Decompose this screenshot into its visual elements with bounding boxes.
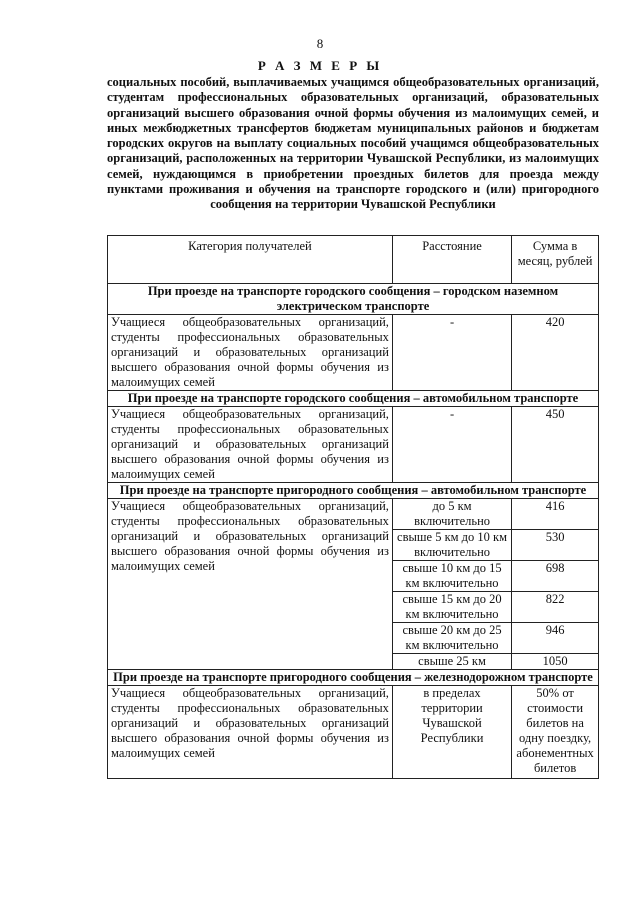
- amount-cell: 698: [512, 561, 599, 592]
- rates-table: [107, 235, 599, 779]
- recipient-category-cell: Учащиеся общеобразовательных организаций, студенты профессиональных образовательных организаций и образовательных организаций высшего образования очной формы обучения из малоимущих семей: [108, 499, 393, 670]
- section-title: При проезде на транспорте городского сообщения – городском наземном электрическом транспорте: [108, 284, 599, 315]
- document-subtitle: социальных пособий, выплачиваемых учащимся общеобразовательных организаций, студентам профессиональных образовательных организаций, образовательных организаций высшего образования очной формы обучения из малоимущих семей, и иных межбюджетных трансфертов бюджетам муниципальных районов и бюджетам городских округов на выплату социальных пособий учащимся общеобразовательных организаций, расположенных на территории Чувашской Республики, из малоимущих семей, нуждающимся в приобретении проездных билетов для проезда между пунктами проживания и обучения на транспорте городского и (или) пригородного сообщения на территории Чувашской Республики: [107, 75, 599, 212]
- distance-cell: свыше 10 км до 15 км включительно: [392, 561, 511, 592]
- section-title: При проезде на транспорте городского сообщения – автомобильном транспорте: [108, 391, 599, 407]
- amount-cell: 416: [512, 499, 599, 530]
- page-number: 8: [316, 36, 324, 51]
- distance-cell: -: [392, 315, 511, 391]
- header-sum: Сумма в месяц, рублей: [512, 236, 599, 284]
- section-header-row: [108, 391, 599, 407]
- section-header-row: [108, 284, 599, 315]
- amount-cell: 420: [512, 315, 599, 391]
- table-row: [108, 315, 599, 391]
- table-row: [108, 499, 599, 530]
- table-header-row: [108, 236, 599, 284]
- section-header-row: [108, 670, 599, 686]
- amount-cell: 822: [512, 592, 599, 623]
- document-title: Р А З М Е Р Ы: [257, 58, 383, 73]
- recipient-category-cell: Учащиеся общеобразовательных организаций, студенты профессиональных образовательных организаций и образовательных организаций высшего образования очной формы обучения из малоимущих семей: [108, 315, 393, 391]
- distance-cell: -: [392, 407, 511, 483]
- recipient-category-cell: Учащиеся общеобразовательных организаций, студенты профессиональных образовательных организаций и образовательных организаций высшего образования очной формы обучения из малоимущих семей: [108, 686, 393, 779]
- distance-cell: в пределах территории Чувашской Республики: [392, 686, 511, 779]
- table-row: [108, 407, 599, 483]
- amount-cell: 530: [512, 530, 599, 561]
- amount-cell: 450: [512, 407, 599, 483]
- header-category: Категория получателей: [108, 236, 393, 284]
- recipient-category-cell: Учащиеся общеобразовательных организаций, студенты профессиональных образовательных организаций и образовательных организаций высшего образования очной формы обучения из малоимущих семей: [108, 407, 393, 483]
- amount-cell: 50% от стоимости билетов на одну поездку, абонементных билетов: [512, 686, 599, 779]
- section-header-row: [108, 483, 599, 499]
- section-title: При проезде на транспорте пригородного сообщения – автомобильном транспорте: [108, 483, 599, 499]
- table-row: [108, 686, 599, 779]
- header-distance: Расстояние: [392, 236, 511, 284]
- distance-cell: свыше 25 км: [392, 654, 511, 670]
- distance-cell: свыше 15 км до 20 км включительно: [392, 592, 511, 623]
- amount-cell: 946: [512, 623, 599, 654]
- distance-cell: до 5 км включительно: [392, 499, 511, 530]
- distance-cell: свыше 5 км до 10 км включительно: [392, 530, 511, 561]
- distance-cell: свыше 20 км до 25 км включительно: [392, 623, 511, 654]
- amount-cell: 1050: [512, 654, 599, 670]
- section-title: При проезде на транспорте пригородного сообщения – железнодорожном транспорте: [108, 670, 599, 686]
